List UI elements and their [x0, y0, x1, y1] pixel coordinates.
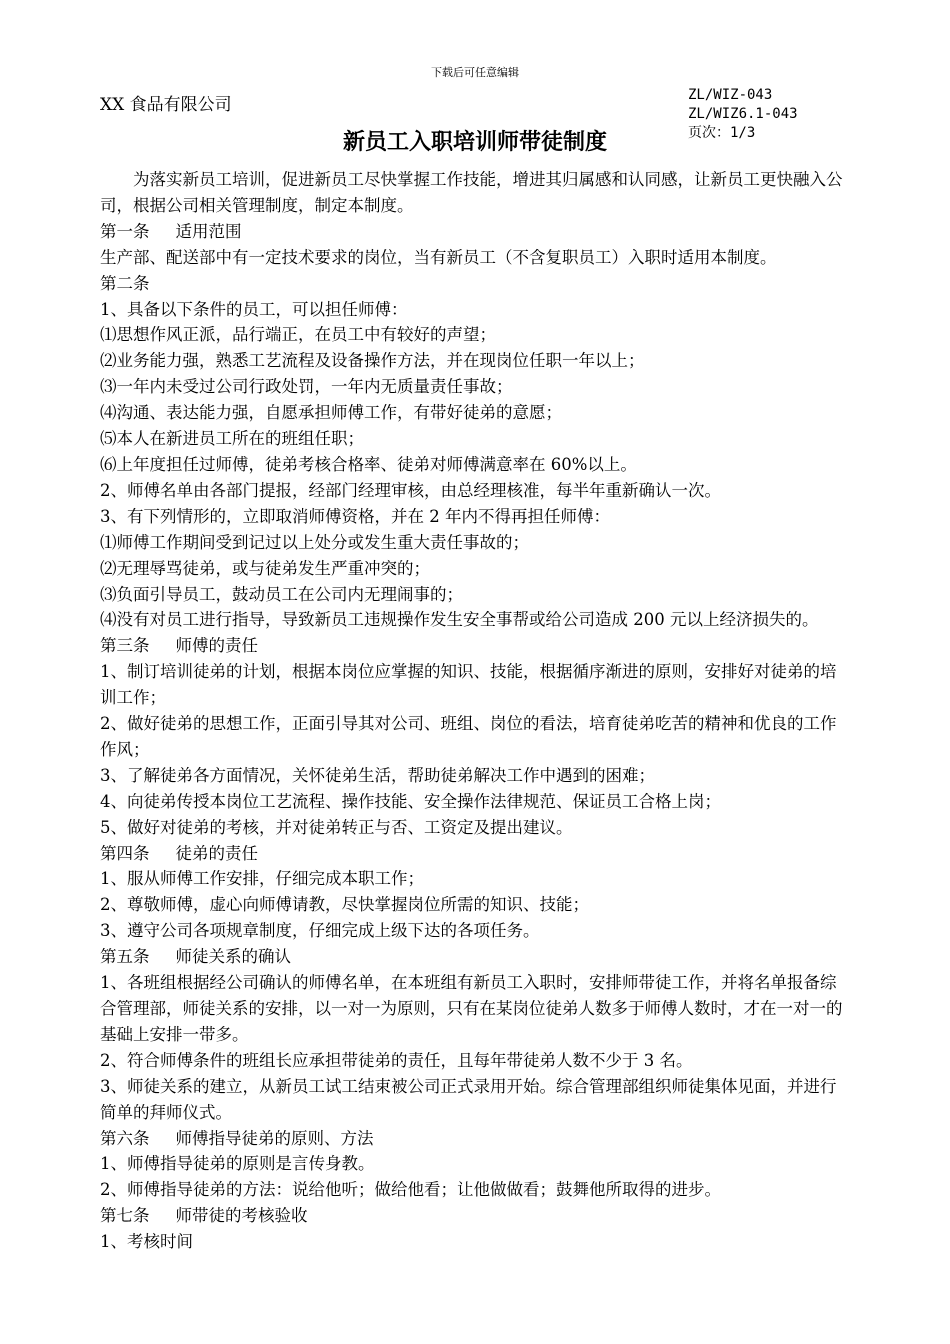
top-note: 下载后可任意编辑 [431, 66, 519, 79]
doc-code-2: ZL/WIZ6.1-043 [688, 106, 798, 122]
body-paragraph: ⑸本人在新进员工所在的班组任职； [100, 429, 364, 449]
body-paragraph: 4、向徒弟传授本岗位工艺流程、操作技能、安全操作法律规范、保证员工合格上岗； [100, 791, 721, 811]
body-paragraph: 5、做好对徒弟的考核，并对徒弟转正与否、工资定及提出建议。 [100, 817, 573, 837]
article-number: 第一条 [100, 221, 150, 241]
article-title: 适用范围 [175, 221, 242, 241]
article-title: 师傅指导徒弟的原则、方法 [175, 1128, 374, 1148]
body-paragraph: 3、遵守公司各项规章制度，仔细完成上级下达的各项任务。 [100, 921, 540, 941]
article-title: 师带徒的考核验收 [175, 1206, 308, 1226]
body-paragraph: ⑴师傅工作期间受到记过以上处分或发生重大责任事故的； [100, 532, 529, 552]
body-paragraph: ⑵无理辱骂徒弟，或与徒弟发生严重冲突的； [100, 558, 430, 578]
article-number: 第七条 [100, 1206, 150, 1226]
body-paragraph: ⑵业务能力强，熟悉工艺流程及设备操作方法，并在现岗位任职一年以上； [100, 351, 645, 371]
body-paragraph: ⑶负面引导员工，鼓动员工在公司内无理闹事的； [100, 584, 463, 604]
intro-paragraph: 为落实新员工培训，促进新员工尽快掌握工作技能，增进其归属感和认同感，让新员工更快融入公司，根据公司相关管理制度，制定本制度。 [100, 170, 843, 215]
article-number: 第四条 [100, 843, 150, 863]
body-paragraph: 2、尊敬师傅，虚心向师傅请教，尽快掌握岗位所需的知识、技能； [100, 895, 589, 915]
document-body [100, 167, 852, 1255]
page-info: 页次：1/3 [688, 125, 756, 141]
body-paragraph: 2、师傅指导徒弟的方法：说给他听；做给他看；让他做做看；鼓舞他所取得的进步。 [100, 1180, 721, 1200]
article-heading [100, 1203, 852, 1229]
body-paragraph: 生产部、配送部中有一定技术要求的岗位，当有新员工（不含复职员工）入职时适用本制度。 [100, 247, 777, 267]
article-heading [100, 219, 852, 245]
body-paragraph: 1、各班组根据经公司确认的师傅名单，在本班组有新员工入职时，安排师带徒工作，并将名单报备综合管理部，师徒关系的安排，以一对一为原则，只有在某岗位徒弟人数多于师傅人数时，才在一对一的基础上安排一带多。 [100, 973, 843, 1044]
body-paragraph: 1、服从师傅工作安排，仔细完成本职工作； [100, 869, 424, 889]
article-number: 第三条 [100, 636, 150, 656]
article-number: 第五条 [100, 947, 150, 967]
article-number: 第六条 [100, 1128, 150, 1148]
body-paragraph: ⑷沟通、表达能力强，自愿承担师傅工作，有带好徒弟的意愿； [100, 403, 562, 423]
article-heading [100, 1126, 852, 1152]
article-title: 徒弟的责任 [175, 843, 258, 863]
article-heading [100, 633, 852, 659]
article-heading [100, 944, 852, 970]
body-paragraph: ⑴思想作风正派，品行端正，在员工中有较好的声望； [100, 325, 496, 345]
body-paragraph: 3、了解徒弟各方面情况，关怀徒弟生活，帮助徒弟解决工作中遇到的困难； [100, 765, 655, 785]
body-paragraph: ⑷没有对员工进行指导，导致新员工违规操作发生安全事帮或给公司造成 200 元以上经济损失的。 [100, 610, 819, 630]
body-paragraph: 2、师傅名单由各部门提报，经部门经理审核，由总经理核准，每半年重新确认一次。 [100, 480, 721, 500]
body-paragraph: 1、师傅指导徒弟的原则是言传身教。 [100, 1154, 375, 1174]
article-heading [100, 271, 852, 297]
body-paragraph: 2、符合师傅条件的班组长应承担带徒弟的责任，且每年带徒弟人数不少于 3 名。 [100, 1050, 693, 1070]
document-title: 新员工入职培训师带徒制度 [342, 130, 607, 155]
article-title: 师傅的责任 [175, 636, 258, 656]
body-paragraph: 2、做好徒弟的思想工作，正面引导其对公司、班组、岗位的看法，培育徒弟吃苦的精神和优良的工作作风； [100, 714, 837, 759]
body-paragraph: 3、师徒关系的建立，从新员工试工结束被公司正式录用开始。综合管理部组织师徒集体见面，并进行简单的拜师仪式。 [100, 1076, 837, 1122]
company-name: XX 食品有限公司 [100, 95, 232, 115]
article-heading [100, 841, 852, 867]
doc-code-1: ZL/WIZ-043 [688, 87, 773, 103]
body-paragraph: 1、具备以下条件的员工，可以担任师傅： [100, 299, 408, 319]
body-paragraph: 3、有下列情形的，立即取消师傅资格，并在 2 年内不得再担任师傅： [100, 506, 610, 526]
body-paragraph: 1、制订培训徒弟的计划，根据本岗位应掌握的知识、技能，根据循序渐进的原则，安排好对徒弟的培训工作； [100, 662, 837, 708]
body-paragraph: ⑹上年度担任过师傅，徒弟考核合格率、徒弟对师傅满意率在 60%以上。 [100, 454, 637, 474]
body-paragraph: 1、考核时间 [100, 1232, 193, 1252]
body-paragraph: ⑶一年内未受过公司行政处罚，一年内无质量责任事故； [100, 377, 513, 397]
article-number: 第二条 [100, 273, 150, 293]
article-title: 师徒关系的确认 [175, 947, 291, 967]
